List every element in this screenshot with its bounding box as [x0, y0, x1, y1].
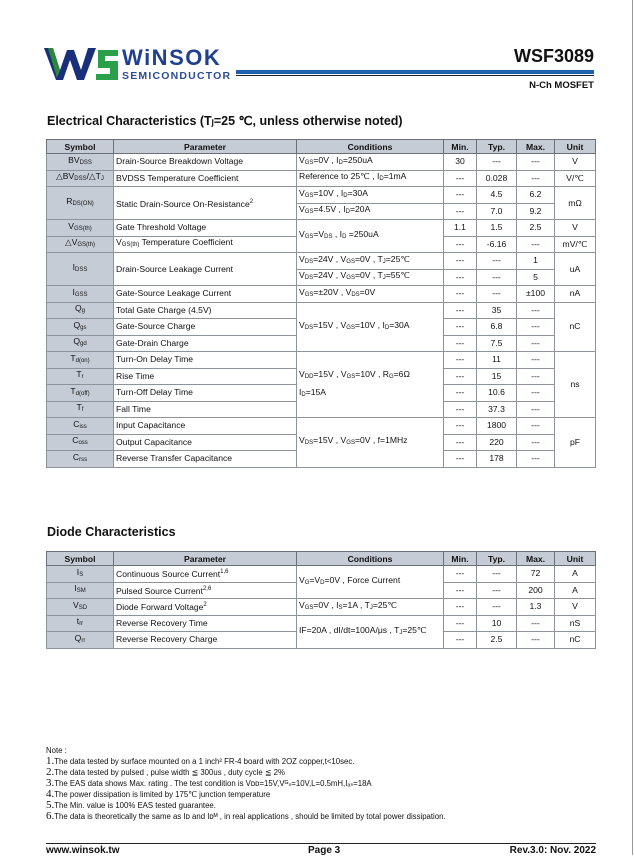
notes: [46, 746, 446, 822]
table-row: $V_{SD}$ Diode Forward Voltage$^2$ $V_{GS}=0V$ , $I_S=1A$ , $T_J=25℃$ --- --- 1.3 V: [47, 599, 596, 616]
table-row: $V_{DS}=24V$ , $V_{GS}=0V$ , $T_J=55℃$ --- --- 5: [47, 269, 596, 286]
note-item: 4.The power dissipation is limited by 175℃ junction temperature: [46, 788, 271, 800]
table-row: $BV_{DSS}$ Drain-Source Breakdown Voltage $V_{GS}=0V$ , $I_D=250uA$ 30 --- --- V: [47, 154, 596, 171]
table-row: $C_{iss}$ Input Capacitance $V_{DS}=15V$ , $V_{GS}=0V$ , f=1MHz --- 1800 --- pF: [47, 418, 596, 435]
table-row: $\triangle V_{GS(th)}$ $V_{GS(th)}$ Temperature Coefficient --- -6.16 --- mV/℃: [47, 236, 596, 253]
note-item: 1.The data tested by surface mounted on a 1 inch² FR-4 board with 2OZ copper,t<10sec.: [46, 755, 355, 767]
electrical-table: [46, 139, 596, 468]
brand-subtitle: SEMICONDUCTOR: [122, 70, 232, 82]
table-row: $Q_{gs}$ Gate-Source Charge --- 6.8 ---: [47, 319, 596, 336]
col-header: Symbol: [47, 552, 114, 566]
col-header: Max.: [517, 552, 555, 566]
table-row: $Q_{rr}$ Reverse Recovery Charge --- 2.5 --- nC: [47, 632, 596, 649]
diode-table: [46, 551, 596, 649]
note-item: 3.The EAS data shows Max. rating . The test condition is Vᴅᴅ=15V,Vᴳₛ=10V,L=0.5mH,Iₐₛ=18A: [46, 777, 372, 789]
table-row: $I_{GSS}$ Gate-Source Leakage Current $V_{GS}=\pm 20V$ , $V_{DS}=0V$ --- --- ±100 nA: [47, 286, 596, 303]
table-row: $C_{rss}$ Reverse Transfer Capacitance --- 178 ---: [47, 451, 596, 468]
footer-page: Page 3: [308, 845, 341, 856]
table-row: $T_{d(on)}$ Turn-On Delay Time $V_{DD}=15V$ , $V_{GS}=10V$ , $R_G=6\Omega$ $I_D=15A$ --- 11 --- ns: [47, 352, 596, 369]
table-row: $V_{GS}=4.5V$ , $I_D=20A$ --- 7.0 9.2: [47, 203, 596, 220]
col-header: Typ.: [477, 140, 517, 154]
col-header: Parameter: [114, 140, 297, 154]
note-item: 6.The data is theoretically the same as Iᴅ and Iᴅᴹ , in real applications , should be limited by total power dissipation.: [46, 810, 446, 822]
col-header: Conditions: [297, 552, 444, 566]
table-row: $T_r$ Rise Time --- 15 ---: [47, 368, 596, 385]
table-row: $C_{oss}$ Output Capacitance --- 220 ---: [47, 434, 596, 451]
part-number: WSF3089: [513, 46, 594, 66]
electrical-title: Electrical Characteristics (Tⱼ=25 ℃, unless otherwise noted): [47, 114, 403, 128]
table-row: $V_{GS(th)}$ Gate Threshold Voltage $V_{GS}=V_{DS}$ , $I_D =250uA$ 1.1 1.5 2.5 V: [47, 220, 596, 237]
table-row: $Q_{gd}$ Gate-Drain Charge --- 7.5 ---: [47, 335, 596, 352]
col-header: Max.: [517, 140, 555, 154]
footer-website[interactable]: www.winsok.tw: [46, 845, 120, 856]
table-row: $\triangle BV_{DSS}/\triangle T_J$ BVDSS Temperature Coefficient Reference to 25℃ , $I_D=1mA$ --- 0.028 --- V/℃: [47, 170, 596, 187]
table-row: $Q_g$ Total Gate Charge (4.5V) $V_{DS}=15V$ , $V_{GS}=10V$ , $I_D=30A$ --- 35 --- nC: [47, 302, 596, 319]
col-header: Min.: [444, 552, 477, 566]
note-item: 5.The Min. value is 100% EAS tested guarantee.: [46, 799, 216, 811]
col-header: Conditions: [297, 140, 444, 154]
footer-rule: [46, 843, 596, 844]
table-row: $I_{SM}$ Pulsed Source Current$^{2,6}$ --- --- 200 A: [47, 582, 596, 599]
device-type: N-Ch MOSFET: [529, 80, 594, 91]
note-item: 2.The data tested by pulsed , pulse width ≦ 300us , duty cycle ≦ 2%: [46, 766, 285, 778]
brand-name: WiNSOK: [122, 45, 222, 70]
col-header: Unit: [555, 552, 596, 566]
table-header-row: [47, 552, 596, 566]
header-rule-blue: [236, 70, 594, 74]
col-header: Min.: [444, 140, 477, 154]
header-rule-black: [236, 75, 594, 76]
table-row: $I_{DSS}$ Drain-Source Leakage Current $V_{DS}=24V$ , $V_{GS}=0V$ , $T_J=25℃$ --- --- 1 uA: [47, 253, 596, 270]
col-header: Parameter: [114, 552, 297, 566]
footer: [46, 845, 596, 857]
table-row: $T_{d(off)}$ Turn-Off Delay Time --- 10.6 ---: [47, 385, 596, 402]
table-header-row: [47, 140, 596, 154]
notes-title: Note :: [46, 746, 67, 755]
col-header: Symbol: [47, 140, 114, 154]
winsok-logo-icon: [44, 44, 120, 82]
table-row: $R_{DS(ON)}$ Static Drain-Source On-Resistance$^2$ $V_{GS}=10V$ , $I_D=30A$ --- 4.5 6.2 mΩ: [47, 187, 596, 204]
diode-title: Diode Characteristics: [47, 525, 176, 539]
table-row: $T_f$ Fall Time --- 37.3 ---: [47, 401, 596, 418]
footer-rev: Rev.3.0: Nov. 2022: [509, 845, 596, 856]
table-row: $I_S$ Continuous Source Current$^{1,6}$ $V_G=V_D=0V$ , Force Current --- --- 72 A: [47, 566, 596, 583]
table-row: $t_{rr}$ Reverse Recovery Time IF=20A , dI/dt=100A/μs , $T_J=25℃$ --- 10 --- nS: [47, 615, 596, 632]
col-header: Unit: [555, 140, 596, 154]
col-header: Typ.: [477, 552, 517, 566]
